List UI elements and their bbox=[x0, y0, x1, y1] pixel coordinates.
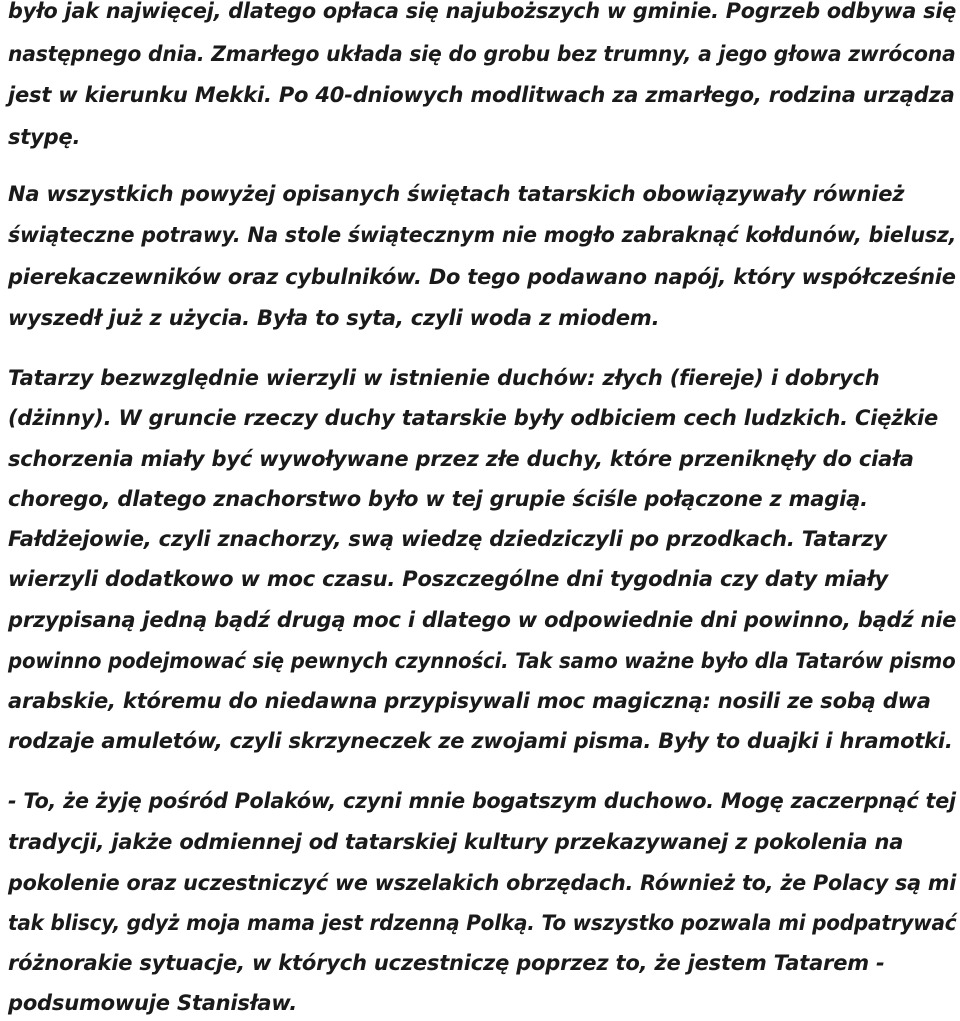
text-line: wyszedł już z użycia. Była to syta, czyli woda z miodem. bbox=[8, 306, 660, 330]
text-line: następnego dnia. Zmarłego układa się do grobu bez trumny, a jego głowa zwrócona bbox=[8, 42, 956, 66]
text-line: jest w kierunku Mekki. Po 40-dniowych modlitwach za zmarłego, rodzina urządza bbox=[8, 83, 955, 107]
text-line: tak bliscy, gdyż moja mama jest rdzenną Polką. To wszystko pozwala mi podpatrywać bbox=[8, 911, 957, 935]
text-line: świąteczne potrawy. Na stole świątecznym nie mogło zabraknąć kołdunów, bielusz, bbox=[8, 223, 957, 247]
text-line: stypę. bbox=[8, 125, 81, 149]
text-line: było jak najwięcej, dlatego opłaca się najuboższych w gminie. Pogrzeb odbywa się bbox=[8, 0, 957, 23]
text-line: powinno podejmować się pewnych czynności. Tak samo ważne było dla Tatarów pismo bbox=[8, 649, 956, 673]
text-line: podsumowuje Stanisław. bbox=[8, 991, 298, 1015]
text-line: przypisaną jedną bądź drugą moc i dlatego w odpowiednie dni powinno, bądź nie bbox=[8, 608, 957, 632]
text-line: tradycji, jakże odmiennej od tatarskiej kultury przekazywanej z pokolenia na bbox=[8, 830, 904, 854]
text-line: chorego, dlatego znachorstwo było w tej grupie ściśle połączone z magią. bbox=[8, 487, 868, 511]
text-line: pierekaczewników oraz cybulników. Do tego podawano napój, który współcześnie bbox=[8, 265, 956, 289]
text-line: (dżinny). W gruncie rzeczy duchy tatarskie były odbiciem cech ludzkich. Ciężkie bbox=[8, 406, 939, 430]
text-line: rodzaje amuletów, czyli skrzyneczek ze zwojami pisma. Były to duajki i hramotki. bbox=[8, 729, 953, 753]
text-line: Na wszystkich powyżej opisanych świętach tatarskich obowiązywały również bbox=[8, 182, 905, 206]
text-line: pokolenie oraz uczestniczyć we wszelakich obrzędach. Również to, że Polacy są mi bbox=[8, 871, 957, 895]
text-line: Fałdżejowie, czyli znachorzy, swą wiedzę dziedziczyli po przodkach. Tatarzy bbox=[8, 527, 887, 551]
text-line: Tatarzy bezwzględnie wierzyli w istnienie duchów: złych (fiereje) i dobrych bbox=[8, 366, 880, 390]
text-line: wierzyli dodatkowo w moc czasu. Poszczególne dni tygodnia czy daty miały bbox=[8, 567, 888, 591]
text-line: arabskie, któremu do niedawna przypisywali moc magiczną: nosili ze sobą dwa bbox=[8, 689, 931, 713]
text-line: - To, że żyję pośród Polaków, czyni mnie bogatszym duchowo. Mogę zaczerpnąć tej bbox=[8, 789, 956, 813]
text-line: różnorakie sytuacje, w których uczestniczę poprzez to, że jestem Tatarem - bbox=[8, 951, 885, 975]
text-line: schorzenia miały być wywoływane przez złe duchy, które przeniknęły do ciała bbox=[8, 447, 914, 471]
